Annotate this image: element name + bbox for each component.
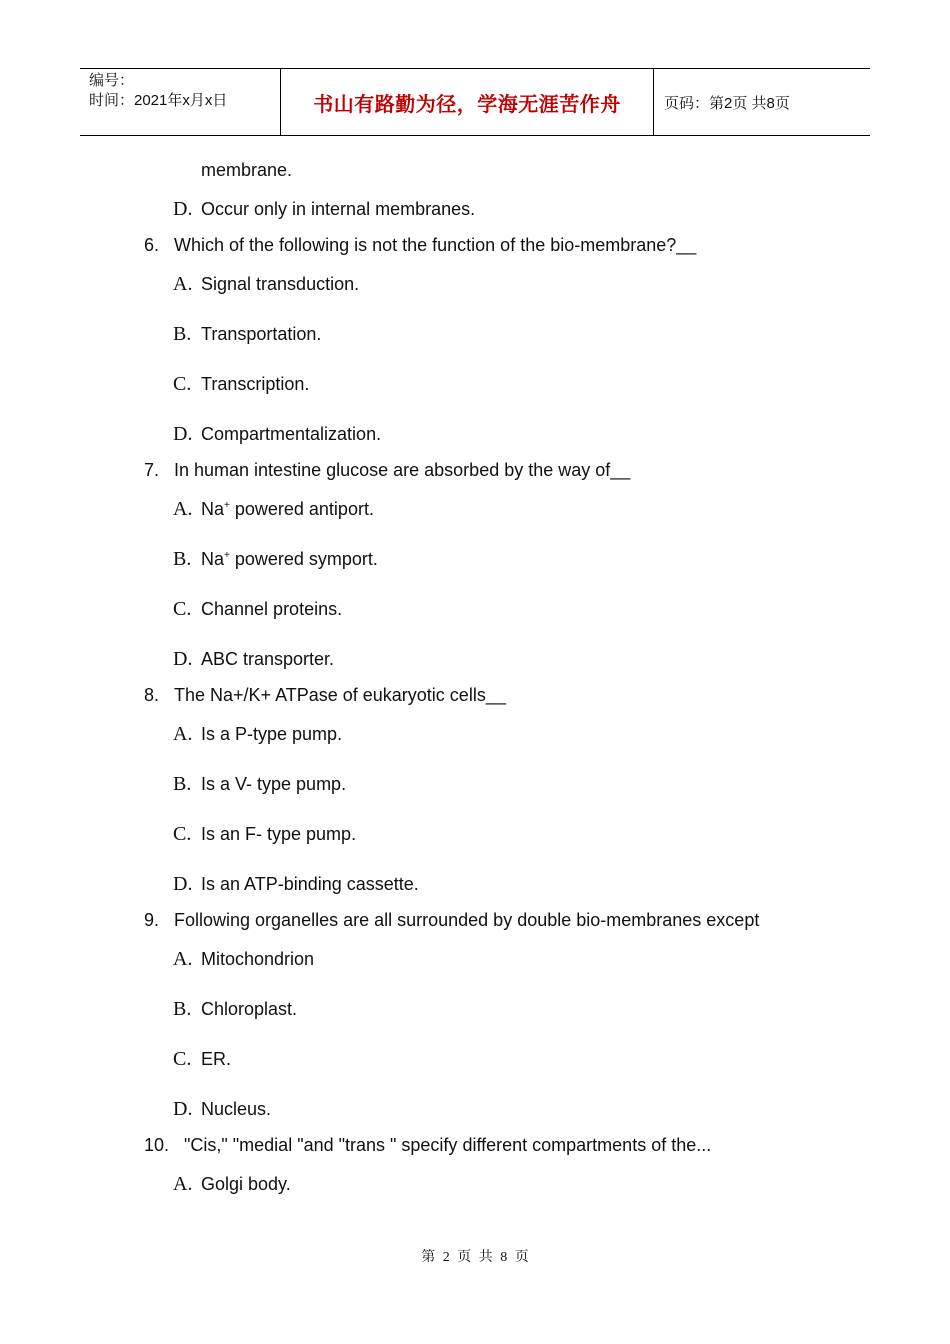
header-motto-cell (281, 69, 654, 135)
question-number: 10. (144, 1135, 170, 1155)
option-c (173, 1048, 231, 1071)
question-8 (144, 685, 506, 706)
option-b (173, 323, 321, 346)
option-d (173, 423, 381, 446)
option-d (173, 873, 419, 896)
option-text: Is an F- type pump. (201, 824, 357, 844)
option-text: powered antiport. (229, 499, 374, 519)
option-d (173, 648, 334, 671)
option-text: Golgi body. (201, 1174, 291, 1194)
option-text: Signal transduction. (201, 274, 360, 294)
question-text: "Cis," "medial "and "trans " specify different compartments of the... (184, 1135, 712, 1155)
option-letter: A. (173, 273, 193, 295)
footer-text: 第 2 页 共 8 页 (421, 1250, 529, 1265)
option-letter: B. (173, 323, 192, 345)
question-9 (144, 910, 759, 931)
question-number: 6. (144, 235, 160, 255)
option-c (173, 823, 356, 846)
option-letter: C. (173, 1048, 192, 1070)
motto-text: 书山有路勤为径，学海无涯苦作舟 (313, 93, 621, 116)
header-meta (80, 69, 281, 135)
option-letter: A. (173, 723, 193, 745)
option-b (173, 773, 346, 796)
option-letter: D. (173, 648, 193, 670)
option-c (173, 373, 309, 396)
continuation-text: membrane. (201, 160, 293, 180)
ion-charge: + (224, 550, 230, 561)
option-text: Occur only in internal membranes. (201, 199, 476, 219)
page-info-text: 页码：第2页 共8页 (664, 94, 790, 112)
question-text: Which of the following is not the function of the bio-membrane?__ (174, 235, 697, 255)
ion-charge: + (224, 500, 230, 511)
option-text: Nucleus. (201, 1099, 272, 1119)
option-a (173, 948, 314, 971)
option-text: Transcription. (201, 374, 310, 394)
question-text: Following organelles are all surrounded by double bio-membranes except (174, 910, 760, 930)
option-a (173, 1173, 291, 1196)
option-a (173, 498, 374, 521)
question-text: The Na+/K+ ATPase of eukaryotic cells__ (174, 685, 506, 705)
header-page-info (654, 69, 870, 135)
page-header (80, 68, 870, 136)
option-letter: C. (173, 823, 192, 845)
ion-symbol: Na (201, 549, 225, 569)
option-letter: D. (173, 1098, 193, 1120)
option-letter: C. (173, 373, 192, 395)
option-letter: C. (173, 598, 192, 620)
option-letter: D. (173, 198, 193, 220)
option-text: Is a V- type pump. (201, 774, 347, 794)
option-b (173, 998, 297, 1021)
page-footer (0, 1246, 950, 1266)
question-6 (144, 235, 696, 256)
option-text: Is a P-type pump. (201, 724, 343, 744)
question-number: 9. (144, 910, 160, 930)
continuation-option (173, 198, 475, 221)
option-text: Transportation. (201, 324, 322, 344)
question-number: 8. (144, 685, 160, 705)
ion-symbol: Na (201, 499, 225, 519)
option-b (173, 548, 378, 571)
option-text: powered symport. (229, 549, 378, 569)
option-text: Mitochondrion (201, 949, 315, 969)
option-a (173, 273, 359, 296)
option-text: Chloroplast. (201, 999, 298, 1019)
question-text: In human intestine glucose are absorbed by the way of__ (174, 460, 631, 480)
option-letter: B. (173, 548, 192, 570)
option-c (173, 598, 342, 621)
option-a (173, 723, 342, 746)
option-text: Compartmentalization. (201, 424, 382, 444)
option-d (173, 1098, 271, 1121)
option-letter: A. (173, 948, 193, 970)
option-text: ER. (201, 1049, 232, 1069)
option-letter: D. (173, 873, 193, 895)
question-10 (144, 1135, 711, 1156)
option-letter: B. (173, 998, 192, 1020)
number-label: 编号： (89, 72, 135, 89)
date-label: 时间：2021年x月x日 (89, 92, 228, 109)
option-letter: A. (173, 1173, 193, 1195)
option-letter: B. (173, 773, 192, 795)
option-text: Channel proteins. (201, 599, 343, 619)
question-number: 7. (144, 460, 160, 480)
option-letter: D. (173, 423, 193, 445)
option-letter: A. (173, 498, 193, 520)
question-7 (144, 460, 630, 481)
option-text: ABC transporter. (201, 649, 335, 669)
option-text: Is an ATP-binding cassette. (201, 874, 419, 894)
